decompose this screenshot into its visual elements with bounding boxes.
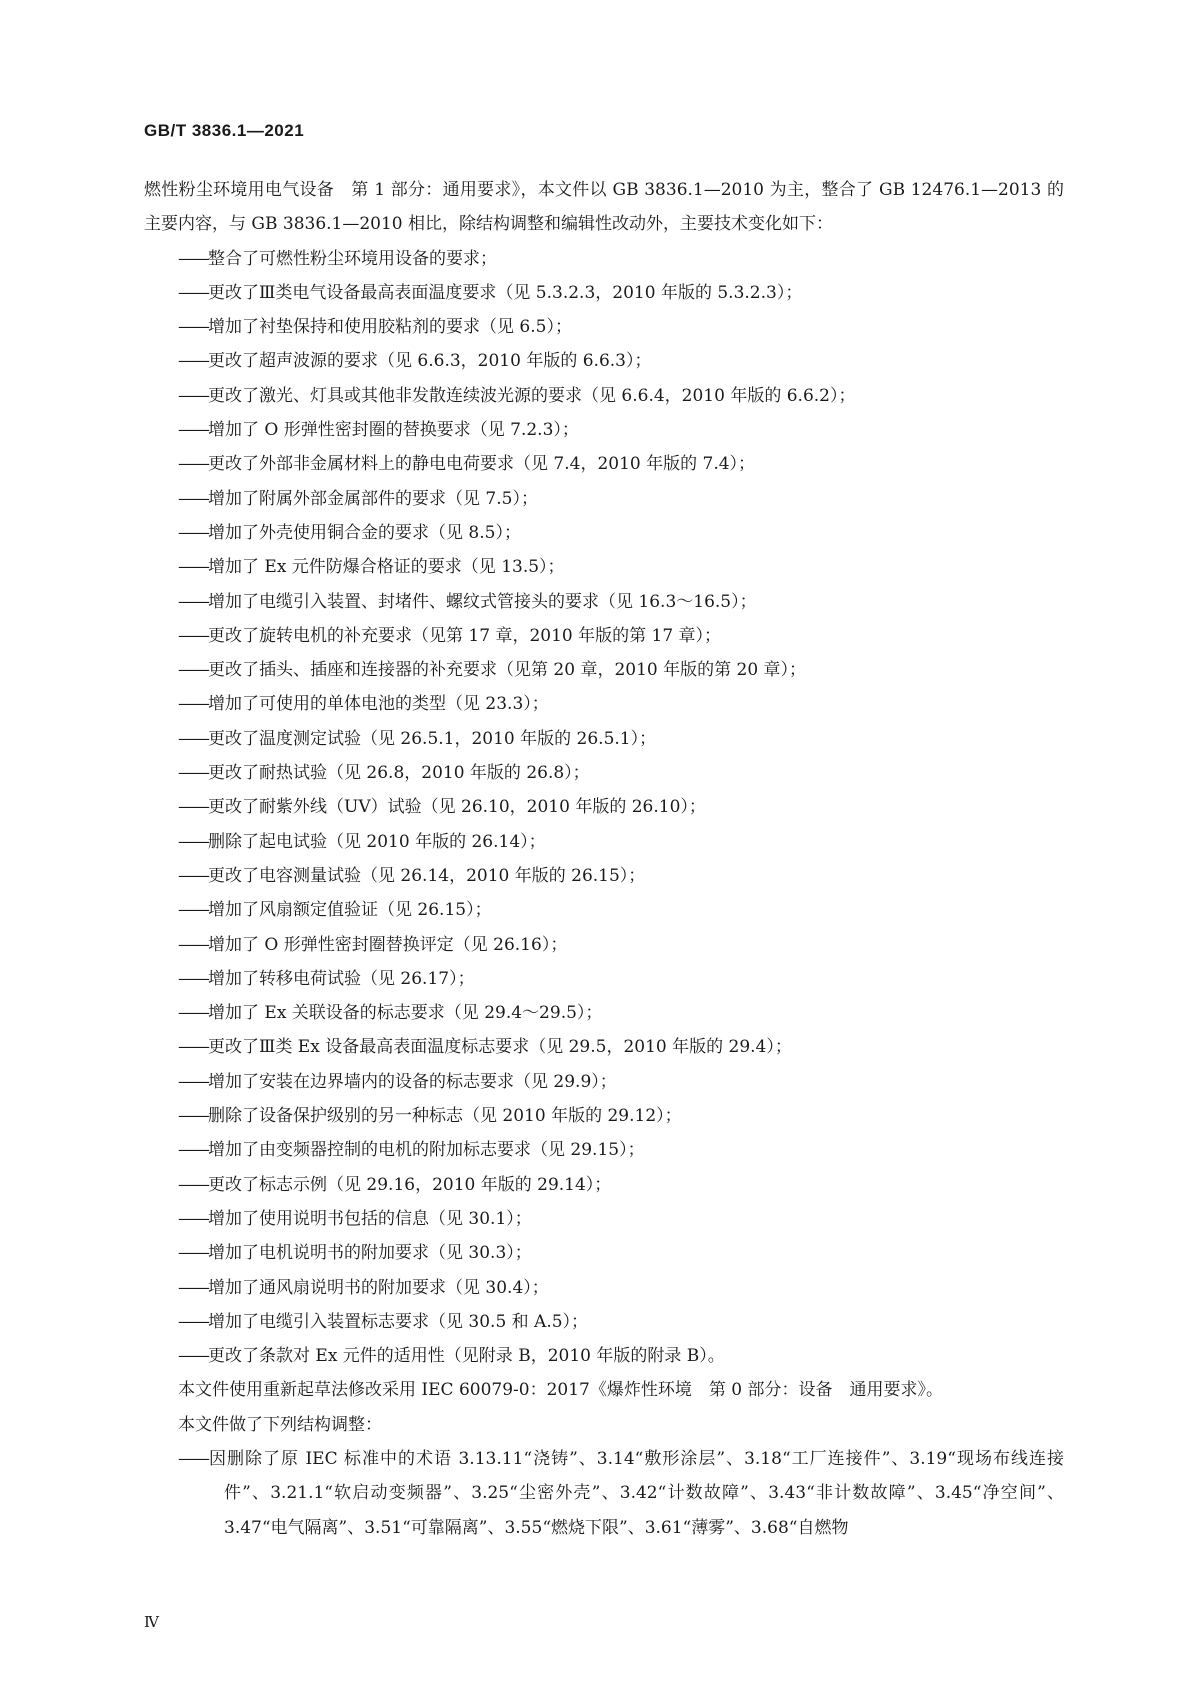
- dash-marker: ——: [178, 488, 208, 509]
- change-list-item: [144, 413, 1064, 447]
- change-list-item: [144, 1305, 1064, 1339]
- change-list-item: [144, 687, 1064, 721]
- change-list-item: [144, 756, 1064, 790]
- change-item-text: 更改了超声波源的要求（见 6.6.3，2010 年版的 6.6.3）；: [208, 351, 652, 372]
- change-item-text: 更改了耐热试验（见 26.8，2010 年版的 26.8）；: [208, 763, 590, 784]
- dash-marker: ——: [178, 591, 208, 612]
- dash-marker: ——: [178, 385, 208, 406]
- dash-marker: ——: [178, 282, 208, 303]
- change-item-text: 删除了设备保护级别的另一种标志（见 2010 年版的 29.12）；: [208, 1106, 682, 1127]
- change-list-item: [144, 482, 1064, 516]
- change-item-text: 更改了外部非金属材料上的静电电荷要求（见 7.4，2010 年版的 7.4）；: [208, 454, 756, 475]
- change-item-text: 增加了 Ex 关联设备的标志要求（见 29.4～29.5）；: [208, 1003, 603, 1024]
- change-list-item: [144, 859, 1064, 893]
- change-item-text: 整合了可燃性粉尘环境用设备的要求；: [208, 248, 497, 269]
- change-list-item: [144, 1339, 1064, 1373]
- dash-marker: ——: [178, 522, 208, 543]
- structure-intro-paragraph: 本文件做了下列结构调整：: [178, 1414, 382, 1435]
- change-item-text: 增加了 O 形弹性密封圈的替换要求（见 7.2.3）；: [208, 420, 579, 441]
- change-list-item: [144, 1271, 1064, 1305]
- change-item-text: 更改了耐紫外线（UV）试验（见 26.10，2010 年版的 26.10）；: [208, 797, 706, 818]
- change-item-text: 增加了外壳使用铜合金的要求（见 8.5）；: [208, 522, 521, 543]
- dash-marker: ——: [178, 728, 208, 749]
- change-list-item: [144, 516, 1064, 550]
- change-list-item: [144, 550, 1064, 584]
- change-list-item: [144, 1202, 1064, 1236]
- dash-marker: ——: [178, 900, 208, 921]
- change-item-text: 删除了起电试验（见 2010 年版的 26.14）；: [208, 831, 546, 852]
- change-item-text: 更改了温度测定试验（见 26.5.1，2010 年版的 26.5.1）；: [208, 728, 657, 749]
- change-list-item: [144, 1099, 1064, 1133]
- technical-changes-list: [144, 242, 1064, 1374]
- dash-marker: ——: [178, 865, 208, 886]
- dash-marker: ——: [178, 1174, 208, 1195]
- dash-marker: ——: [178, 934, 208, 955]
- dash-marker: ——: [178, 454, 208, 475]
- page-number: Ⅳ: [144, 1613, 159, 1631]
- change-list-item: [144, 1133, 1064, 1167]
- dash-marker: ——: [178, 1277, 208, 1298]
- dash-marker: ——: [178, 1140, 208, 1161]
- change-list-item: [144, 447, 1064, 481]
- change-list-item: [144, 344, 1064, 378]
- change-item-text: 更改了Ⅲ类电气设备最高表面温度要求（见 5.3.2.3，2010 年版的 5.3.2.3）；: [208, 282, 803, 303]
- change-item-text: 增加了衬垫保持和使用胶粘剂的要求（见 6.5）；: [208, 317, 572, 338]
- intro-paragraph: 燃性粉尘环境用电气设备 第 1 部分：通用要求》，本文件以 GB 3836.1—2010 为主，整合了 GB 12476.1—2013 的主要内容，与 GB 3836.1—2010 相比，除结构调整和编辑性改动外，主要技术变化如下：: [144, 180, 1064, 235]
- change-item-text: 更改了插头、插座和连接器的补充要求（见第 20 章，2010 年版的第 20 章）；: [208, 660, 807, 681]
- dash-marker: ——: [178, 1037, 208, 1058]
- change-list-item: [144, 310, 1064, 344]
- change-list-item: [144, 585, 1064, 619]
- change-item-text: 增加了风扇额定值验证（见 26.15）；: [208, 900, 492, 921]
- change-item-text: 增加了附属外部金属部件的要求（见 7.5）；: [208, 488, 538, 509]
- document-body: [144, 173, 1064, 1545]
- change-item-text: 增加了转移电荷试验（见 26.17）；: [208, 968, 475, 989]
- change-list-item: [144, 653, 1064, 687]
- change-list-item: [144, 928, 1064, 962]
- dash-marker: ——: [178, 420, 208, 441]
- change-item-text: 增加了由变频器控制的电机的附加标志要求（见 29.15）；: [208, 1140, 645, 1161]
- adoption-paragraph: 本文件使用重新起草法修改采用 IEC 60079-0：2017《爆炸性环境 第 0 部分：设备 通用要求》。: [178, 1380, 943, 1401]
- change-list-item: [144, 379, 1064, 413]
- change-item-text: 更改了激光、灯具或其他非发散连续波光源的要求（见 6.6.4，2010 年版的 6.6.2）；: [208, 385, 856, 406]
- change-item-text: 增加了可使用的单体电池的类型（见 23.3）；: [208, 694, 549, 715]
- change-item-text: 增加了电机说明书的附加要求（见 30.3）；: [208, 1243, 532, 1264]
- dash-marker: ——: [178, 351, 208, 372]
- dash-marker: ——: [178, 1448, 208, 1469]
- change-list-item: [144, 722, 1064, 756]
- dash-marker: ——: [178, 694, 208, 715]
- dash-marker: ——: [178, 1346, 208, 1367]
- change-item-text: 增加了使用说明书包括的信息（见 30.1）；: [208, 1208, 532, 1229]
- dash-marker: ——: [178, 1208, 208, 1229]
- dash-marker: ——: [178, 1311, 208, 1332]
- dash-marker: ——: [178, 557, 208, 578]
- dash-marker: ——: [178, 1071, 208, 1092]
- change-item-text: 更改了旋转电机的补充要求（见第 17 章，2010 年版的第 17 章）；: [208, 625, 722, 646]
- change-list-item: [144, 242, 1064, 276]
- change-item-text: 更改了标志示例（见 29.16，2010 年版的 29.14）；: [208, 1174, 612, 1195]
- dash-marker: ——: [178, 763, 208, 784]
- document-id-header: GB/T 3836.1—2021: [144, 121, 305, 140]
- dash-marker: ——: [178, 625, 208, 646]
- change-item-text: 更改了Ⅲ类 Ex 设备最高表面温度标志要求（见 29.5，2010 年版的 29.4）；: [208, 1037, 792, 1058]
- change-list-item: [144, 276, 1064, 310]
- change-list-item: [144, 1065, 1064, 1099]
- dash-marker: ——: [178, 968, 208, 989]
- dash-marker: ——: [178, 1106, 208, 1127]
- change-list-item: [144, 1030, 1064, 1064]
- change-list-item: [144, 893, 1064, 927]
- change-item-text: 更改了条款对 Ex 元件的适用性（见附录 B，2010 年版的附录 B）。: [208, 1346, 725, 1367]
- change-list-item: [144, 996, 1064, 1030]
- change-list-item: [144, 825, 1064, 859]
- change-list-item: [144, 619, 1064, 653]
- structure-item-text: 因删除了原 IEC 标准中的术语 3.13.11“浇铸”、3.14“敷形涂层”、3.18“工厂连接件”、3.19“现场布线连接件”、3.21.1“软启动变频器”、3.25“尘密外壳”、3.42“计数故障”、3.43“非计数故障”、3.45“净空间”、3.47“电气隔离”、3.51“可靠隔离”、3.55“燃烧下限”、3.61“薄雾”、3.68“自燃物: [208, 1448, 1064, 1538]
- dash-marker: ——: [178, 831, 208, 852]
- change-item-text: 增加了电缆引入装置标志要求（见 30.5 和 A.5）；: [208, 1311, 589, 1332]
- change-item-text: 增加了 O 形弹性密封圈替换评定（见 26.16）；: [208, 934, 568, 955]
- change-item-text: 增加了 Ex 元件防爆合格证的要求（见 13.5）；: [208, 557, 565, 578]
- dash-marker: ——: [178, 248, 208, 269]
- change-list-item: [144, 1236, 1064, 1270]
- change-item-text: 增加了安装在边界墙内的设备的标志要求（见 29.9）；: [208, 1071, 617, 1092]
- dash-marker: ——: [178, 317, 208, 338]
- change-list-item: [144, 962, 1064, 996]
- change-item-text: 增加了通风扇说明书的附加要求（见 30.4）；: [208, 1277, 549, 1298]
- change-list-item: [144, 790, 1064, 824]
- dash-marker: ——: [178, 1003, 208, 1024]
- dash-marker: ——: [178, 797, 208, 818]
- change-item-text: 增加了电缆引入装置、封堵件、螺纹式管接头的要求（见 16.3～16.5）；: [208, 591, 757, 612]
- dash-marker: ——: [178, 660, 208, 681]
- structure-list-item: [144, 1442, 1064, 1545]
- change-item-text: 更改了电容测量试验（见 26.14，2010 年版的 26.15）；: [208, 865, 646, 886]
- change-list-item: [144, 1168, 1064, 1202]
- dash-marker: ——: [178, 1243, 208, 1264]
